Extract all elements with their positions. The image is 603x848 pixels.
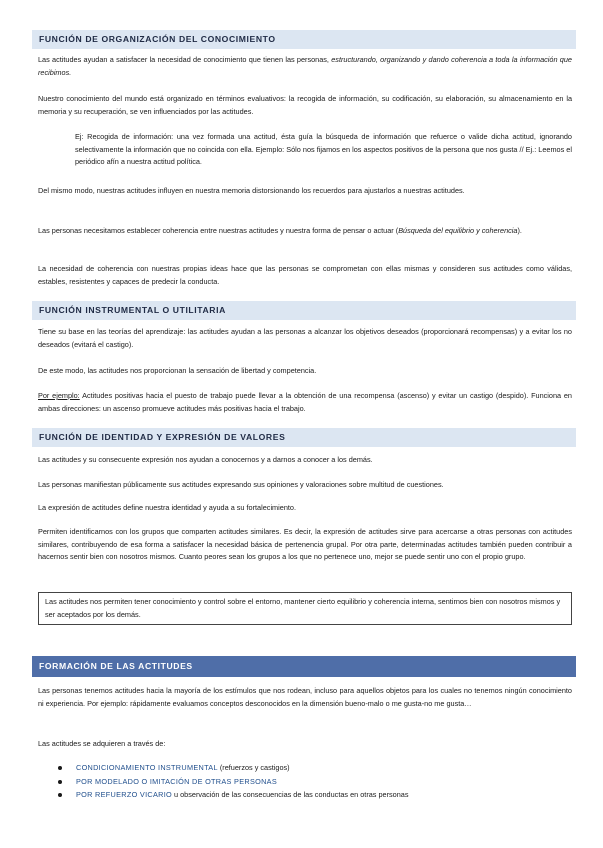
bullet-icon (58, 780, 62, 784)
list-item-rest: (refuerzos y castigos) (217, 763, 290, 772)
paragraph: Las personas tenemos actitudes hacia la mayoría de los estímulos que nos rodean, incluso para aquellos objetos para los cuales no tenemos ningún conocimiento ni experiencia. Por ejemplo: rápidamente evaluamos conceptos desconocidos en la dimensión bueno-malo o me gusta-no me gusta… (38, 686, 572, 708)
paragraph: La necesidad de coherencia con nuestras propias ideas hace que las personas se comprometan con ellas mismas y consideren sus actitudes como válidas, estables, resistentes y capaces de predecir la conducta. (38, 264, 572, 286)
paragraph (38, 390, 572, 415)
list-item (58, 761, 409, 775)
section-heading-identidad: FUNCIÓN DE IDENTIDAD Y EXPRESIÓN DE VALORES (32, 428, 576, 447)
list-item (58, 775, 409, 789)
summary-box: Las actitudes nos permiten tener conocimiento y control sobre el entorno, mantener cierto equilibrio y coherencia interna, sentirnos bien con nosotros mismos y ser aceptados por los demás. (38, 592, 572, 625)
list-item-rest: u observación de las consecuencias de las conductas en otras personas (172, 790, 409, 800)
text-span: Actitudes positivas hacia el puesto de trabajo puede llevar a la obtención de una recompensa (ascenso) y evitar un castigo (despido). Funciona en ambas direcciones: un ascenso promueve actitudes más positivas hacia el trabajo. (38, 391, 572, 413)
underlined-text: Por ejemplo: (38, 391, 80, 400)
italic-text: Búsqueda del equilibrio y coherencia (398, 226, 518, 235)
italic-text: estructurando, organizando y dando coherencia a toda la información que recibimos. (38, 55, 572, 77)
text-span: Las personas necesitamos establecer coherencia entre nuestras actitudes y nuestra forma de pensar o actuar ( (38, 226, 399, 235)
section-heading-organizacion: FUNCIÓN DE ORGANIZACIÓN DEL CONOCIMIENTO (32, 30, 576, 49)
paragraph: La expresión de actitudes define nuestra identidad y ayuda a su fortalecimiento. (38, 503, 296, 512)
list-item-key: POR REFUERZO VICARIO (76, 790, 173, 800)
example-paragraph: Ej: Recogida de información: una vez formada una actitud, ésta guía la búsqueda de información que refuerce o valide dicha actitud, ignorando selectivamente la información que no coincida con ella. Ejemplo: Sólo nos fijamos en los aspectos positivos de la persona que nos gusta // Ej.: Leemos el periódico afín a nuestra actitud política. (75, 132, 572, 167)
paragraph: Del mismo modo, nuestras actitudes influyen en nuestra memoria distorsionando los recuerdos para ajustarlos a nuestras actitudes. (38, 186, 465, 195)
paragraph: Las actitudes se adquieren a través de: (38, 739, 166, 748)
paragraph (38, 54, 572, 79)
paragraph: De este modo, las actitudes nos proporcionan la sensación de libertad y competencia. (38, 366, 317, 375)
paragraph: Nuestro conocimiento del mundo está organizado en términos evaluativos: la recogida de información, su codificación, su elaboración, su almacenamiento en la memoria y su recuperación, se ven influenciados por las actitudes. (38, 94, 572, 116)
paragraph: Tiene su base en las teorías del aprendizaje: las actitudes ayudan a las personas a alcanzar los objetivos deseados (proporcionará recompensas) y a evitar los no deseados (evitará el castigo). (38, 327, 572, 349)
paragraph: Las personas manifiestan públicamente sus actitudes expresando sus opiniones y valoraciones sobre multitud de cuestiones. (38, 480, 444, 489)
list-item-key: CONDICIONAMIENTO INSTRUMENTAL (76, 763, 218, 772)
list-item (58, 788, 409, 802)
paragraph: Permiten identificarnos con los grupos que comparten actitudes similares. Es decir, la expresión de actitudes sirve para acercarse a otras personas con actitudes similares, contribuyendo de esa forma a satisfacer la necesidad básica de pertenencia grupal. Por otra parte, determinadas actitudes también pueden contribuir a hacernos sentir bien con nosotros mismos. Cuanto peores sean los grupos a los que no pertenece uno, mejor se puede sentir uno con el propio grupo. (38, 527, 572, 562)
section-heading-formacion: FORMACIÓN DE LAS ACTITUDES (32, 656, 576, 677)
paragraph: Las actitudes y su consecuente expresión nos ayudan a conocernos y a darnos a conocer a los demás. (38, 455, 373, 464)
list-item-key: POR MODELADO O IMITACIÓN DE OTRAS PERSONAS (76, 776, 277, 786)
bullet-icon (58, 766, 62, 770)
paragraph (38, 225, 572, 238)
acquisition-list (58, 761, 409, 802)
text-span: ). (517, 226, 522, 235)
section-heading-instrumental: FUNCIÓN INSTRUMENTAL O UTILITARIA (32, 301, 576, 320)
bullet-icon (58, 793, 62, 797)
text-span: Las actitudes ayudan a satisfacer la necesidad de conocimiento que tienen las personas, (38, 55, 329, 64)
